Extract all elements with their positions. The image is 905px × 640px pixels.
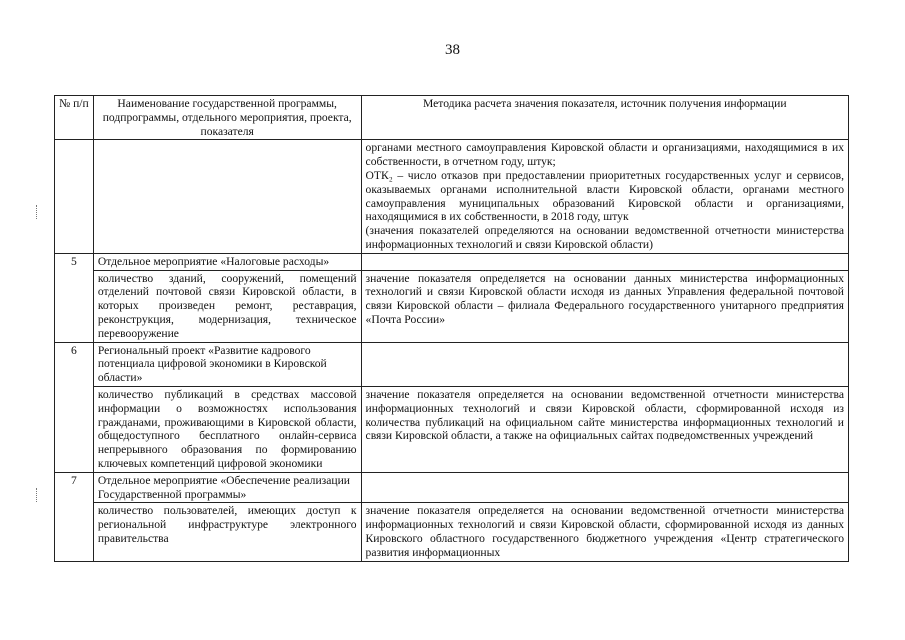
continuation-num-cell <box>55 140 94 253</box>
header-method: Методика расчета значения показателя, источник получения информации <box>361 96 848 140</box>
row-number: 5 <box>55 253 94 342</box>
row-method: значение показателя определяется на основании данных министерства информационных технологий и связи Кировской области исходя из данных Управления федеральной почтовой связи Кировской области – филиала Федерального государственного унитарного предприятия «Почта России» <box>361 270 848 342</box>
indicator-table <box>54 95 849 562</box>
row-number: 6 <box>55 342 94 472</box>
row-title-method-cell <box>361 253 848 270</box>
page-number: 38 <box>445 42 460 58</box>
row-title: Отдельное мероприятие «Налоговые расходы» <box>93 253 361 270</box>
method-text-line: ОТК₂ – число отказов при предоставлении приоритетных государственных услуг и сервисов, оказываемых органами исполнительной власти Кировской области, органами местного самоуправления муниципальных образований Кировской области и организациями, находящимися в их собственности, в 2018 году, штук <box>365 168 844 224</box>
method-text-line: органами местного самоуправления Кировской области и организациями, находящимися в их собственности, в отчетном году, штук; <box>365 141 844 169</box>
margin-mark <box>36 205 38 219</box>
row-indicator: количество публикаций в средствах массовой информации о возможностях использования гражданами, проживающими в Кировской области, общедоступного бесплатного онлайн-сервиса непрерывного образования по формированию ключевых компетенций цифровой экономики <box>93 386 361 472</box>
row-title-method-cell <box>361 342 848 386</box>
table-row <box>55 472 849 503</box>
continuation-row <box>55 140 849 253</box>
header-num: № п/п <box>55 96 94 140</box>
row-indicator: количество зданий, сооружений, помещений отделений почтовой связи Кировской области, в которых произведен ремонт, реставрация, реконструкция, модернизация, техническое перевооружение <box>93 270 361 342</box>
row-title-method-cell <box>361 472 848 503</box>
row-method: значение показателя определяется на основании ведомственной отчетности министерства информационных технологий и связи Кировской области, сформированной исходя из количества публикаций на официальном сайте министерства информационных технологий и связи Кировской области, а также на официальных сайтах подведомственных учреждений <box>361 386 848 472</box>
table-row <box>55 253 849 270</box>
row-method: значение показателя определяется на основании ведомственной отчетности министерства информационных технологий и связи Кировской области, сформированной исходя из данных Кировского областного государственного бюджетного учреждения «Центр стратегического развития информационных <box>361 503 848 561</box>
table-row <box>55 386 849 472</box>
continuation-name-cell <box>93 140 361 253</box>
header-name: Наименование государственной программы, подпрограммы, отдельного мероприятия, проекта, показателя <box>93 96 361 140</box>
table-header-row <box>55 96 849 140</box>
continuation-method-cell <box>361 140 848 253</box>
row-indicator: количество пользователей, имеющих доступ к региональной инфраструктуре электронного правительства <box>93 503 361 561</box>
row-number: 7 <box>55 472 94 561</box>
row-title: Региональный проект «Развитие кадрового потенциала цифровой экономики в Кировской области» <box>93 342 361 386</box>
method-text-line: (значения показателей определяются на основании ведомственной отчетности министерства информационных технологий и связи Кировской области) <box>365 224 844 251</box>
table-row <box>55 342 849 386</box>
margin-mark <box>36 488 38 502</box>
table-row <box>55 503 849 561</box>
row-title: Отдельное мероприятие «Обеспечение реализации Государственной программы» <box>93 472 361 503</box>
table-row <box>55 270 849 342</box>
